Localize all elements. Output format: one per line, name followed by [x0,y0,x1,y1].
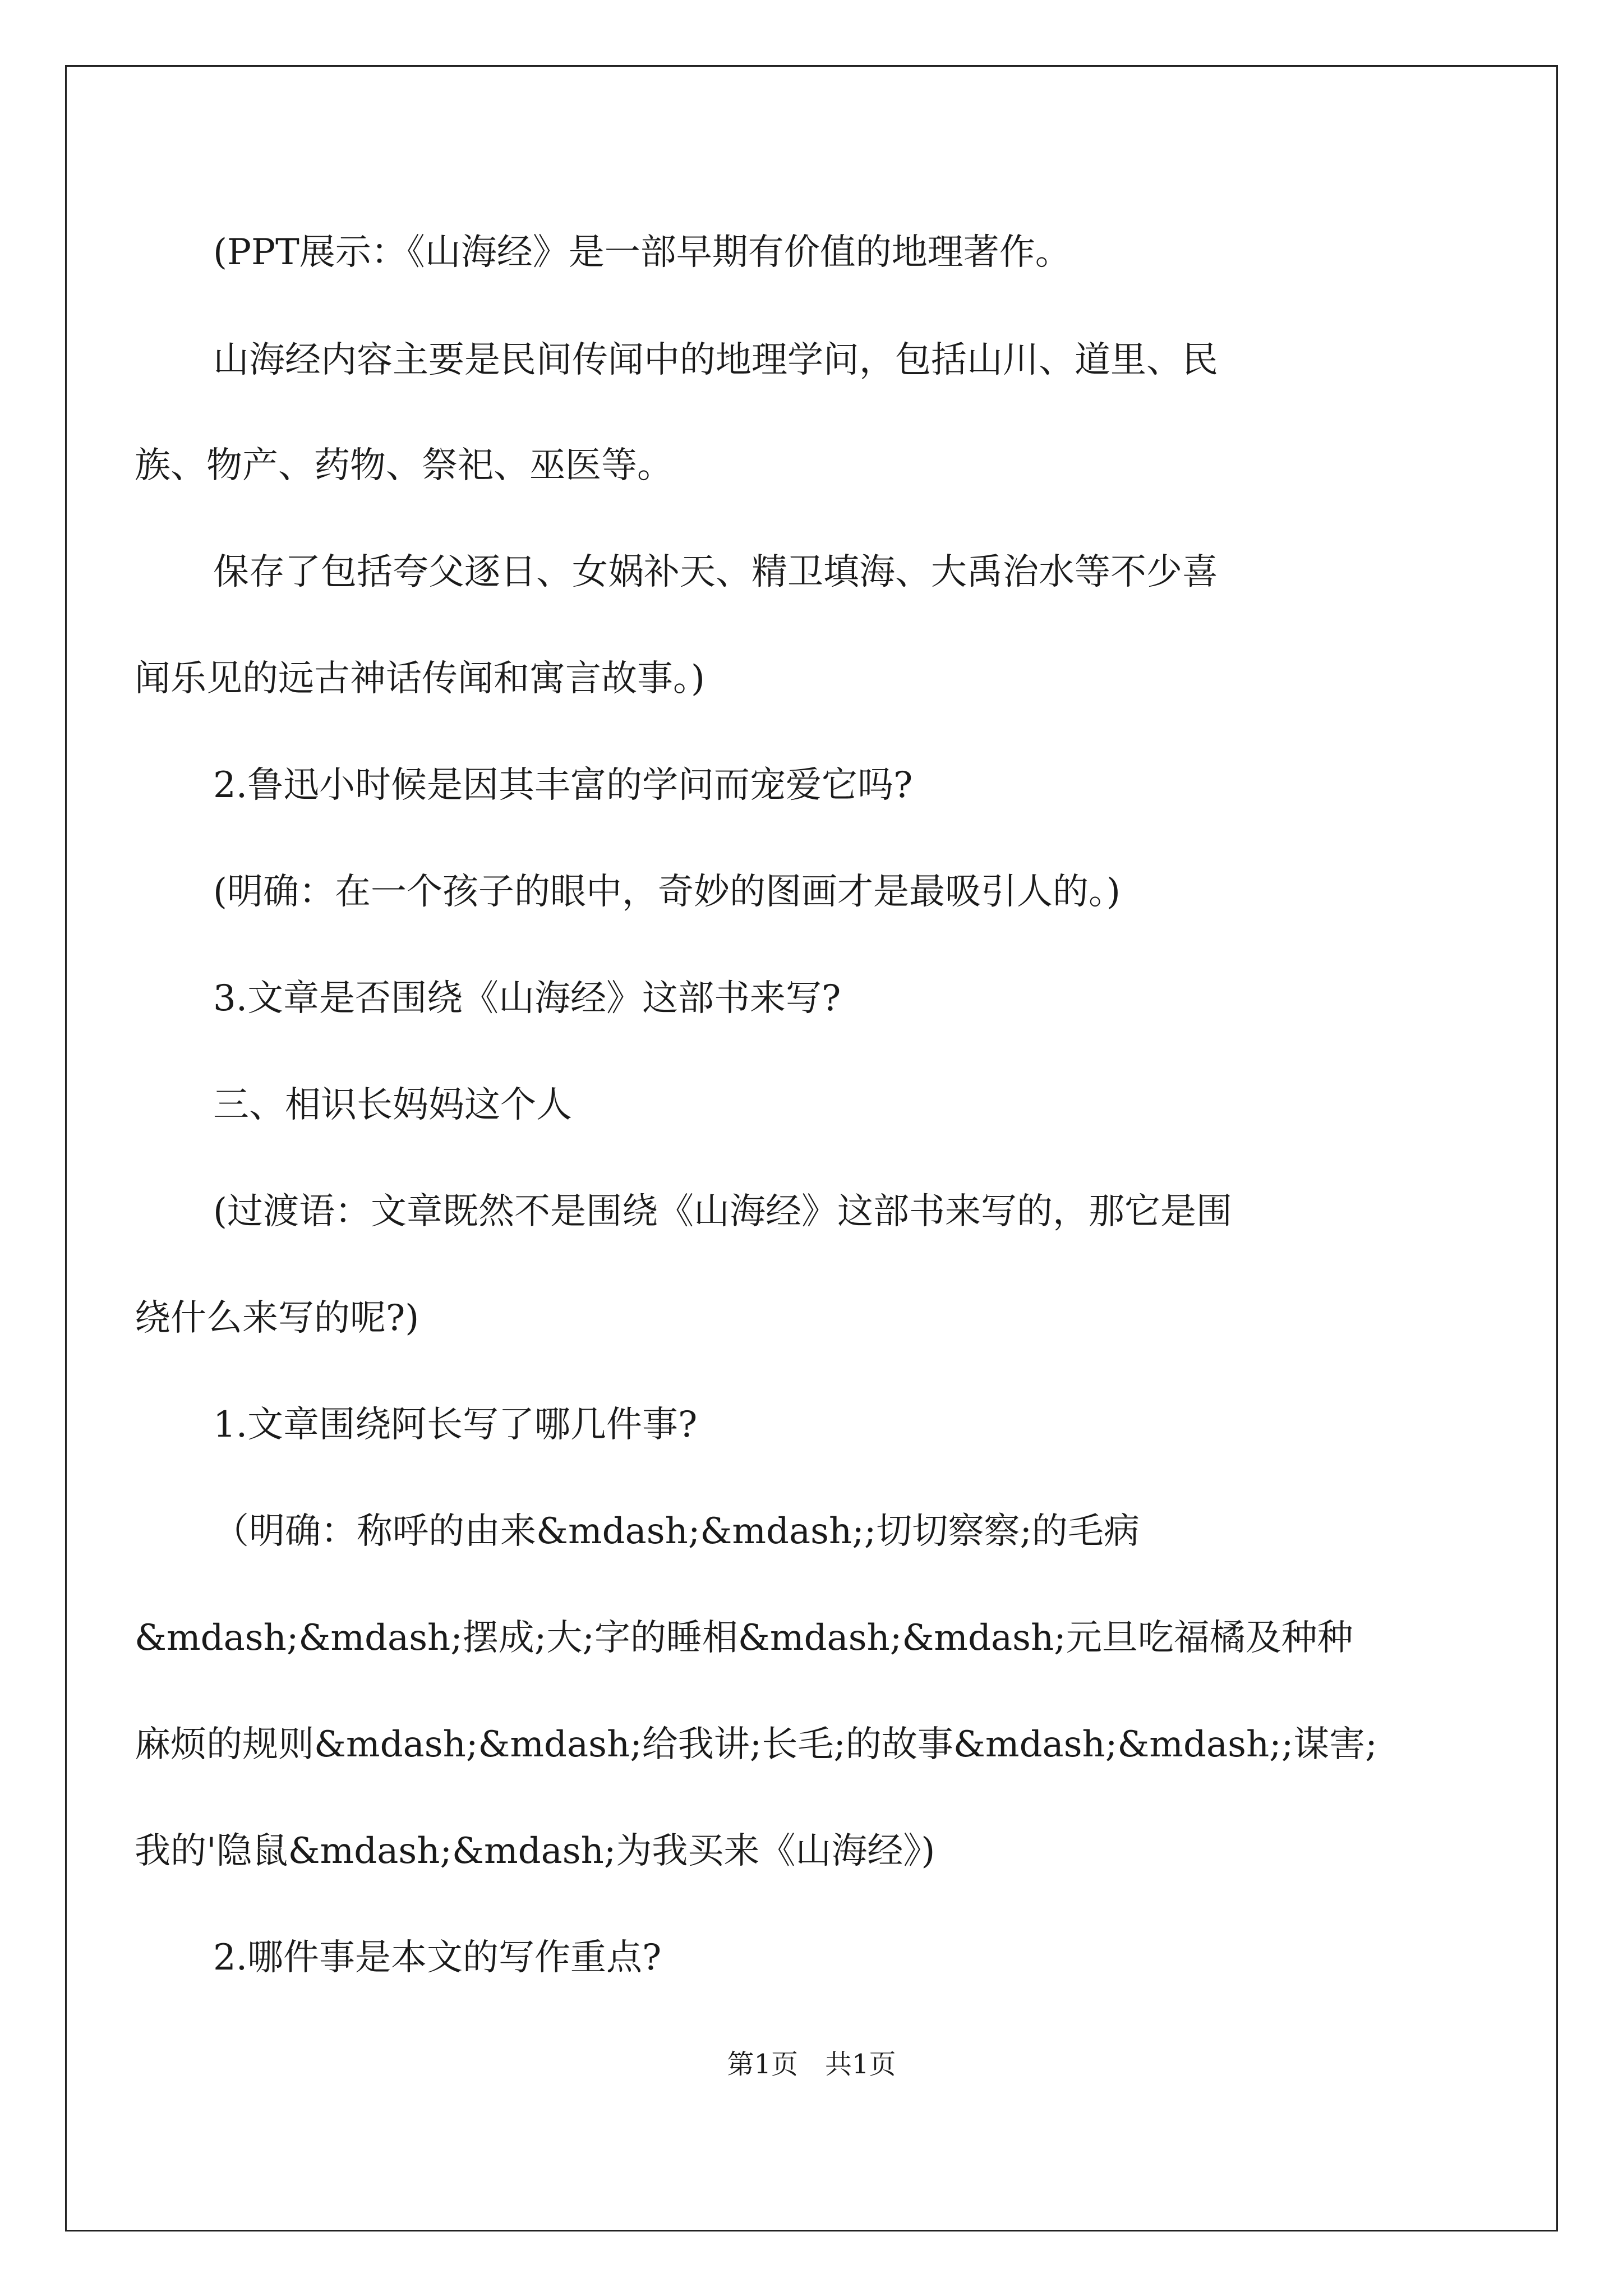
paragraph-line: 2.哪件事是本文的写作重点? [213,1937,662,1978]
paragraph-line: 1.文章围绕阿长写了哪几件事? [213,1404,698,1446]
paragraph-line: 绕什么来写的呢?) [135,1297,419,1339]
paragraph-line: 闻乐见的远古神话传闻和寓言故事。) [135,658,705,700]
section-heading: 三、相识长妈妈这个人 [213,1084,572,1126]
paragraph-line: 族、物产、药物、祭祀、巫医等。 [135,445,673,486]
paragraph-line: 麻烦的规则&mdash;&mdash;给我讲;长毛;的故事&mdash;&mdash;;谋害; [135,1724,1377,1765]
paragraph-line: (过渡语：文章既然不是围绕《山海经》这部书来写的，那它是围 [213,1191,1232,1232]
paragraph-line: (明确：在一个孩子的眼中，奇妙的图画才是最吸引人的。) [213,871,1121,913]
paragraph-line: （明确：称呼的由来&mdash;&mdash;;切切察察;的毛病 [213,1511,1140,1552]
paragraph-line: &mdash;&mdash;摆成;大;字的睡相&mdash;&mdash;元旦吃福橘及种种 [135,1617,1353,1659]
page-border [65,65,1558,2231]
page-number-footer: 第1页 共1页 [727,2049,896,2080]
paragraph-line: 保存了包括夸父逐日、女娲补天、精卫填海、大禹治水等不少喜 [213,551,1218,593]
paragraph-line: 2.鲁迅小时候是因其丰富的学问而宠爱它吗? [213,765,913,806]
paragraph-line: 山海经内容主要是民间传闻中的地理学问，包括山川、道里、民 [213,339,1218,381]
paragraph-line: (PPT展示：《山海经》是一部早期有价值的地理著作。 [213,232,1071,273]
paragraph-line: 3.文章是否围绕《山海经》这部书来写? [213,978,841,1019]
paragraph-line: 我的'隐鼠&mdash;&mdash;为我买来《山海经》) [135,1830,935,1872]
